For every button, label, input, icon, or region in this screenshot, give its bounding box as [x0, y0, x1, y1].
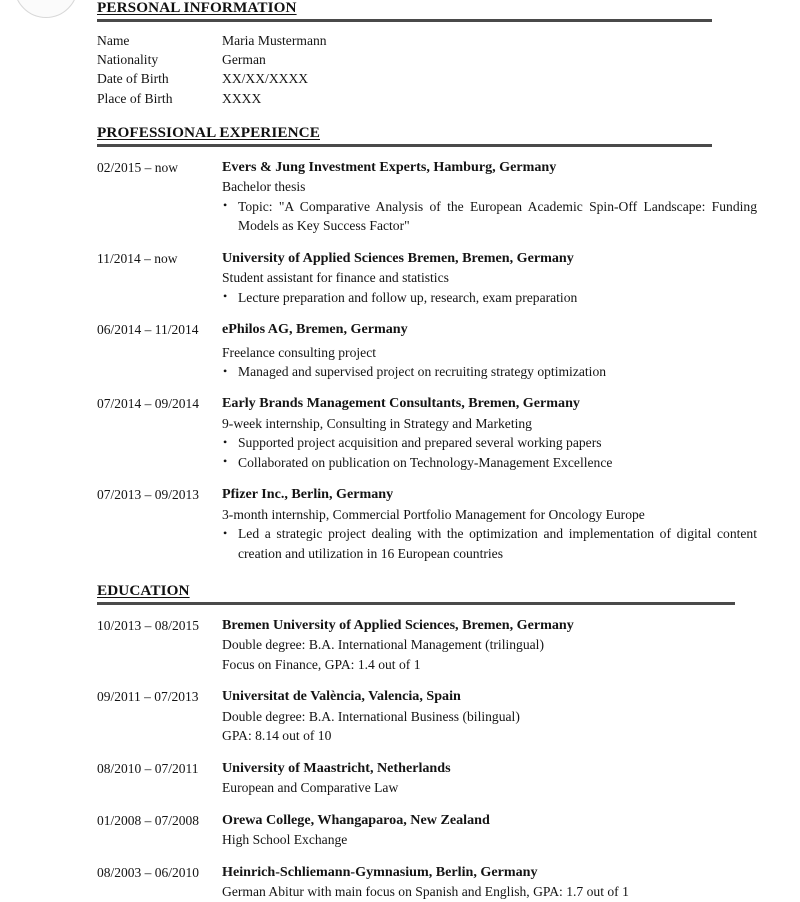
- section-rule-professional-experience: [97, 144, 712, 146]
- entry-subtitle: Bachelor thesis: [222, 179, 306, 195]
- field-label: Name: [97, 32, 130, 48]
- entry-title: Pfizer Inc., Berlin, Germany: [222, 486, 394, 503]
- entry-subtitle: 3-month internship, Commercial Portfolio Management for Oncology Europe: [222, 506, 645, 522]
- entry-title: ePhilos AG, Bremen, Germany: [222, 321, 408, 338]
- list-item: • Managed and supervised project on recruiting strategy optimization: [222, 362, 757, 381]
- personal-information-table: [97, 31, 757, 109]
- entry-body: [222, 249, 757, 307]
- entry-detail-line: Double degree: B.A. International Business (bilingual): [222, 708, 520, 724]
- experience-entry: [97, 320, 757, 381]
- table-row: [97, 69, 757, 88]
- entry-subtitle: Student assistant for finance and statistics: [222, 270, 449, 286]
- entry-body: [222, 616, 757, 674]
- field-label: Nationality: [97, 52, 159, 68]
- field-value: XX/XX/XXXX: [222, 71, 309, 87]
- section-heading-professional-experience: PROFESSIONAL EXPERIENCE: [97, 124, 320, 142]
- education-entry: [97, 616, 757, 674]
- table-row: [97, 31, 757, 50]
- section-heading-personal-information: PERSONAL INFORMATION: [97, 0, 297, 16]
- entry-detail-line: German Abitur with main focus on Spanish and English, GPA: 1.7 out of 1: [222, 884, 629, 900]
- entry-bullet-list: [222, 197, 757, 236]
- entry-title: Orewa College, Whangaparoa, New Zealand: [222, 811, 490, 828]
- education-entry: [97, 759, 757, 798]
- entry-title: University of Maastricht, Netherlands: [222, 759, 451, 776]
- education-entry: [97, 687, 757, 745]
- table-row: [97, 89, 757, 108]
- list-item: • Supported project acquisition and prepared several working papers: [222, 433, 757, 452]
- entry-date: 08/2010 – 07/2011: [97, 760, 199, 776]
- profile-photo-remnant: [14, 0, 78, 18]
- entry-title: University of Applied Sciences Bremen, Bremen, Germany: [222, 249, 574, 266]
- entry-detail-line: Double degree: B.A. International Management (trilingual): [222, 637, 544, 653]
- experience-entry: [97, 158, 757, 236]
- section-rule-personal-information: [97, 19, 712, 21]
- entry-bullet-list: [222, 362, 757, 381]
- list-item: • Led a strategic project dealing with the optimization and implementation of digital content creation and utilization in 16 European countries: [222, 524, 757, 563]
- entry-detail-line: GPA: 8.14 out of 10: [222, 728, 332, 744]
- field-value: Maria Mustermann: [222, 32, 327, 48]
- list-item: • Topic: "A Comparative Analysis of the European Academic Spin-Off Landscape: Funding Models as Key Success Factor": [222, 197, 757, 236]
- list-item: • Collaborated on publication on Technology-Management Excellence: [222, 453, 757, 472]
- entry-date: 02/2015 – now: [97, 159, 178, 175]
- entry-date: 11/2014 – now: [97, 250, 178, 266]
- entry-date: 07/2013 – 09/2013: [97, 487, 200, 503]
- entry-body: [222, 394, 757, 472]
- entry-date: 10/2013 – 08/2015: [97, 617, 200, 633]
- list-item: • Lecture preparation and follow up, research, exam preparation: [222, 288, 757, 307]
- entry-date: 08/2003 – 06/2010: [97, 864, 200, 880]
- section-rule-education: [97, 602, 735, 604]
- section-personal-information: [97, 0, 757, 108]
- entry-title: Evers & Jung Investment Experts, Hamburg, Germany: [222, 158, 557, 175]
- entry-date: 06/2014 – 11/2014: [97, 322, 199, 338]
- entry-detail-line: High School Exchange: [222, 832, 348, 848]
- education-entry: [97, 863, 757, 902]
- entry-title: Heinrich-Schliemann-Gymnasium, Berlin, Germany: [222, 863, 538, 880]
- experience-entry: [97, 394, 757, 472]
- field-value: XXXX: [222, 90, 262, 106]
- experience-entry: [97, 249, 757, 307]
- entry-bullet-list: [222, 433, 757, 472]
- section-professional-experience: [97, 125, 757, 563]
- cv-content: [97, 0, 757, 902]
- field-value: German: [222, 52, 266, 68]
- entry-date: 07/2014 – 09/2014: [97, 396, 200, 412]
- entry-subtitle: 9-week internship, Consulting in Strategy and Marketing: [222, 416, 532, 432]
- entry-body: [222, 759, 757, 798]
- experience-entry: [97, 485, 757, 563]
- entry-bullet-list: [222, 524, 757, 563]
- entry-detail-line: Focus on Finance, GPA: 1.4 out of 1: [222, 656, 421, 672]
- entry-body: [222, 863, 757, 902]
- entry-bullet-list: [222, 288, 757, 307]
- entry-subtitle: Freelance consulting project: [222, 344, 377, 360]
- entry-body: [222, 687, 757, 745]
- section-education: [97, 583, 757, 901]
- field-label: Place of Birth: [97, 90, 173, 106]
- entry-body: [222, 485, 757, 563]
- entry-title: Early Brands Management Consultants, Bremen, Germany: [222, 395, 580, 412]
- field-label: Date of Birth: [97, 71, 169, 87]
- section-heading-education: EDUCATION: [97, 582, 190, 600]
- entry-date: 09/2011 – 07/2013: [97, 689, 199, 705]
- education-entry: [97, 811, 757, 850]
- entry-body: [222, 158, 757, 236]
- entry-body: [222, 811, 757, 850]
- table-row: [97, 50, 757, 69]
- entry-date: 01/2008 – 07/2008: [97, 812, 200, 828]
- entry-title: Bremen University of Applied Sciences, Bremen, Germany: [222, 616, 574, 633]
- entry-body: [222, 320, 757, 381]
- entry-detail-line: European and Comparative Law: [222, 780, 399, 796]
- entry-title: Universitat de València, Valencia, Spain: [222, 688, 461, 705]
